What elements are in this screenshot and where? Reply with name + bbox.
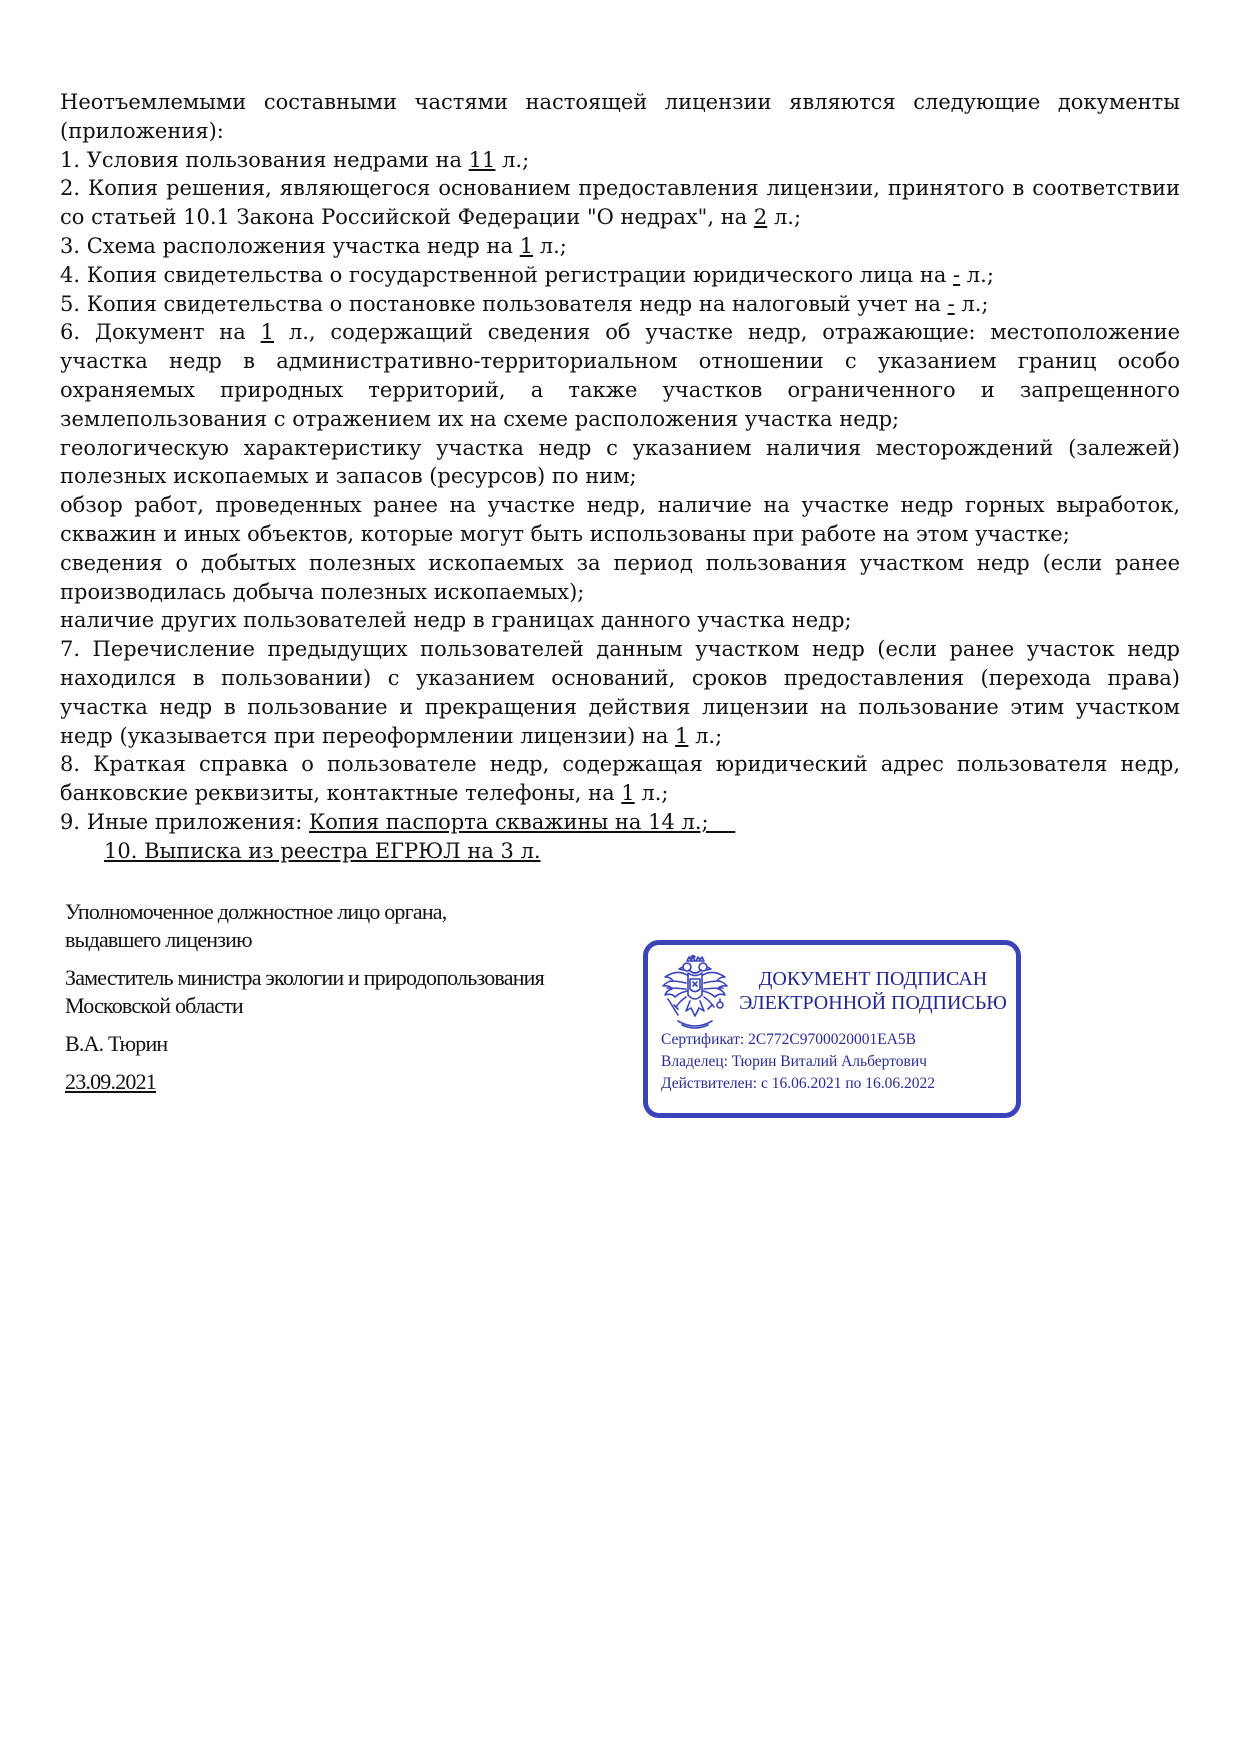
russian-coat-of-arms-icon xyxy=(660,955,730,1033)
page-count: 1 xyxy=(519,233,534,258)
stamp-owner: Владелец: Тюрин Виталий Альбертович xyxy=(661,1053,927,1070)
attachment-item-9: 9. Иные приложения: Копия паспорта скважины на 14 л.; xyxy=(60,809,736,834)
signatory-role: Уполномоченное должностное лицо органа, xyxy=(65,899,447,924)
signatory-position: Заместитель министра экологии и природопользования xyxy=(65,965,544,990)
attachment-item-6-geology: геологическую характеристику участка недр с указанием наличия месторождений (залежей) полезных ископаемых и запасов (ресурсов) по ним; xyxy=(60,435,1180,489)
page-count: 2 xyxy=(753,205,768,230)
attachments-intro: Неотъемлемыми составными частями настоящей лицензии являются следующие документы (приложения): xyxy=(60,90,1180,143)
attachment-item-1: 1. Условия пользования недрами на 11 л.; xyxy=(60,147,530,172)
stamp-title: ДОКУМЕНТ ПОДПИСАН ЭЛЕКТРОННОЙ ПОДПИСЬЮ xyxy=(739,968,1007,1014)
attachments-list xyxy=(60,88,1180,866)
stamp-certificate: Сертификат: 2C772C9700020001EA5B xyxy=(661,1031,917,1048)
stamp-details xyxy=(661,1029,935,1095)
attachment-item-4: 4. Копия свидетельства о государственной регистрации юридического лица на - л.; xyxy=(60,262,994,287)
signatory-name: В.А. Тюрин xyxy=(65,1031,168,1056)
attachment-item-8: 8. Краткая справка о пользователе недр, содержащая юридический адрес пользователя недр, банковские реквизиты, контактные телефоны, на 1 л.; xyxy=(60,752,1180,806)
page-count: 1 xyxy=(675,723,689,748)
attachment-item-10: 10. Выписка из реестра ЕГРЮЛ на 3 л. xyxy=(104,838,541,863)
page-count: 1 xyxy=(260,320,275,345)
attachment-item-6-users: наличие других пользователей недр в границах данного участка недр; xyxy=(60,608,852,633)
page-count: - xyxy=(947,291,955,316)
attachment-item-6-mined: сведения о добытых полезных ископаемых за период пользования участком недр (если ранее производилась добыча полезных ископаемых); xyxy=(60,550,1180,604)
electronic-signature-stamp xyxy=(643,940,1021,1118)
page-count: 11 xyxy=(468,147,496,172)
signature-date: 23.09.2021 xyxy=(65,1069,157,1094)
attachment-item-5: 5. Копия свидетельства о постановке пользователя недр на налоговый учет на - л.; xyxy=(60,291,989,316)
page-count: - xyxy=(953,262,961,287)
page-count: 1 xyxy=(621,781,635,806)
attachment-item-7: 7. Перечисление предыдущих пользователей данным участком недр (если ранее участок недр находился в пользовании) с указанием оснований, сроков предоставления (перехода права) участка недр в пользование и прекращения действия лицензии на пользование этим участком недр (указывается при переоформлении лицензии) на 1 л.; xyxy=(60,637,1180,748)
signatory-role-cont: выдавшего лицензию xyxy=(65,927,252,952)
other-attachment: Копия паспорта скважины на 14 л.; xyxy=(309,809,736,834)
signatory-block xyxy=(65,898,625,1096)
attachment-item-6: 6. Документ на 1 л., содержащий сведения об участке недр, отражающие: местоположение участка недр в административно-территориальном отношении с указанием границ особо охраняемых природных территорий, а также участков ограниченного и запрещенного землепользования с отражением их на схеме расположения участка недр; xyxy=(60,320,1181,431)
attachment-item-6-works: обзор работ, проведенных ранее на участке недр, наличие на участке недр горных выработок, скважин и иных объектов, которые могут быть использованы при работе на этом участке; xyxy=(60,493,1180,546)
attachment-item-2: 2. Копия решения, являющегося основанием предоставления лицензии, принятого в соответствии со статьей 10.1 Закона Российской Федерации "О недрах", на 2 л.; xyxy=(60,176,1180,230)
signatory-position-cont: Московской области xyxy=(65,993,243,1018)
attachment-item-3: 3. Схема расположения участка недр на 1 л.; xyxy=(60,233,567,258)
stamp-validity: Действителен: с 16.06.2021 по 16.06.2022 xyxy=(661,1075,935,1092)
